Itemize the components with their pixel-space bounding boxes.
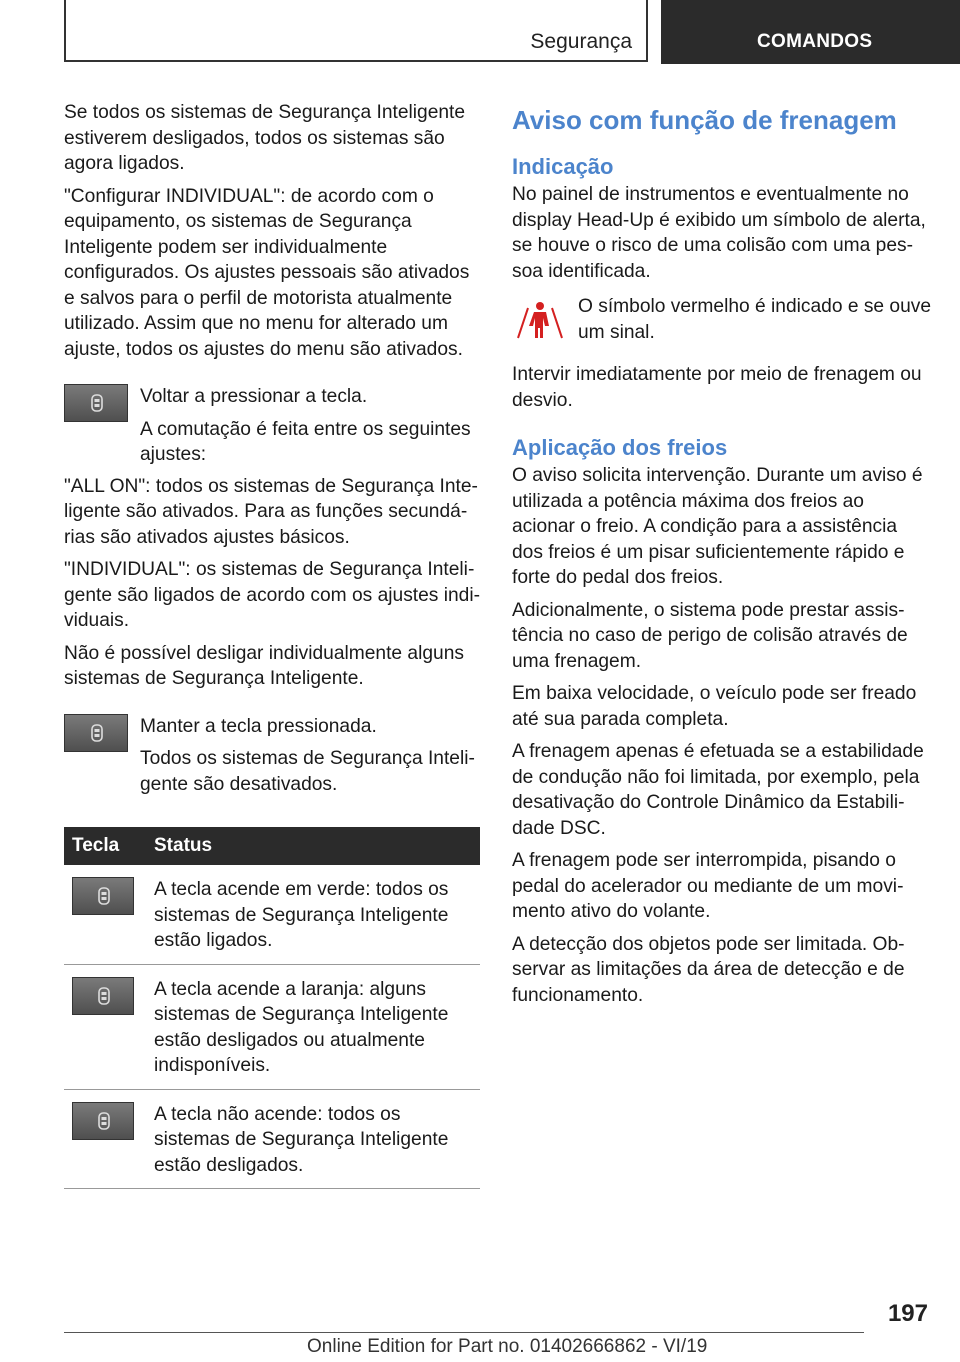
paragraph: A frenagem apenas é efetuada se a estabilidade de condução não foi limitada, por exemplo, pela desativação do Controle Dinâmico da Estabilidade DSC. xyxy=(512,741,924,839)
table-row xyxy=(64,964,480,1089)
safety-car-icon xyxy=(95,887,113,905)
safety-key-icon xyxy=(72,977,134,1015)
paragraph: No painel de instrumentos e eventualmente no display Head-Up é exibido um símbolo de alerta, se houve o risco de uma colisão com uma pessoa identificada. xyxy=(512,184,926,282)
safety-car-icon xyxy=(95,987,113,1005)
safety-key-icon xyxy=(72,877,134,915)
paragraph: "INDIVIDUAL": os sistemas de Segurança Inteligente são ligados de acordo com os ajustes individuais. xyxy=(64,559,480,631)
subsection-heading: Aplicação dos freios xyxy=(512,435,728,460)
safety-key-button xyxy=(64,384,128,422)
paragraph: "Configurar INDIVIDUAL": de acordo com o equipamento, os sistemas de Segurança Inteligente podem ser individualmente configurados. Os ajustes pessoais são ativados e salvos para o perfil de motorista atualmente utilizado. Assim que no menu for alterado um ajuste, todos os ajustes do menu são ativados. xyxy=(64,185,470,360)
paragraph: Adicionalmente, o sistema pode prestar assistência no caso de perigo de colisão através de uma frenagem. xyxy=(512,599,908,672)
header-chapter-box xyxy=(661,0,960,64)
header-section-box xyxy=(64,0,648,62)
table-cell-status: A tecla acende a laranja: alguns sistemas de Segurança Inteligente estão desligados ou atualmente indisponíveis. xyxy=(146,964,480,1089)
table-row xyxy=(64,865,480,964)
safety-car-icon xyxy=(95,1112,113,1130)
table-cell-status: A tecla não acende: todos os sistemas de Segurança Inteligente estão desligados. xyxy=(146,1089,480,1189)
right-column xyxy=(512,102,932,1008)
safety-key-icon xyxy=(72,1102,134,1140)
table-cell-status: A tecla acende em verde: todos os sistemas de Segurança Inteligente estão ligados. xyxy=(146,865,480,964)
paragraph: Não é possível desligar individualmente alguns sistemas de Segurança Inteligente. xyxy=(64,642,464,689)
instruction-text: Manter a tecla pressionada. xyxy=(140,715,377,737)
pedestrian-warning-icon xyxy=(512,294,568,344)
footer-divider xyxy=(64,1332,864,1333)
safety-car-icon xyxy=(88,724,106,742)
warning-symbol-row xyxy=(512,294,932,354)
button-instruction xyxy=(64,714,480,798)
warning-text: O símbolo vermelho é indicado e se ouve um sinal. xyxy=(578,296,932,343)
paragraph: Em baixa velocidade, o veículo pode ser freado até sua parada completa. xyxy=(512,683,917,730)
section-title: Segurança xyxy=(530,30,632,53)
paragraph: Se todos os sistemas de Segurança Inteligente estiverem desligados, todos os sistemas são agora ligados. xyxy=(64,102,466,174)
paragraph: "ALL ON": todos os sistemas de Segurança Inteligente são ativados. Para as funções secundárias são ativados ajustes básicos. xyxy=(64,475,478,548)
section-heading: Aviso com função de frenagem xyxy=(512,105,897,135)
paragraph: A frenagem pode ser interrompida, pisando o pedal do acelerador ou mediante de um movimento ativo do volante. xyxy=(512,850,904,922)
chapter-title: COMANDOS xyxy=(757,31,873,52)
status-table xyxy=(64,827,480,1189)
subsection-heading: Indicação xyxy=(512,154,614,179)
paragraph: Intervir imediatamente por meio de frenagem ou desvio. xyxy=(512,364,922,411)
table-header-key: Tecla xyxy=(64,827,146,865)
instruction-text: Voltar a pressionar a tecla. xyxy=(140,386,368,407)
table-row xyxy=(64,1089,480,1189)
paragraph: O aviso solicita intervenção. Durante um aviso é utilizada a potência máxima dos freios ao acionar o freio. A condição para a assistência dos freios é um pisar suficientemente rápido e forte do pedal dos freios. xyxy=(512,465,923,588)
paragraph: A detecção dos objetos pode ser limitada. Observar as limitações da área de detecção e de funcionamento. xyxy=(512,933,905,1006)
page-number: 197 xyxy=(887,1300,928,1327)
left-column xyxy=(64,100,480,1189)
table-header-status: Status xyxy=(146,827,480,865)
safety-car-icon xyxy=(88,394,106,412)
button-instruction xyxy=(64,384,480,468)
instruction-text: Todos os sistemas de Segurança Inteligente são desativados. xyxy=(140,748,475,795)
edition-text: Online Edition for Part no. 01402666862 - VI/19 xyxy=(307,1336,708,1357)
safety-key-button xyxy=(64,714,128,752)
instruction-text: A comutação é feita entre os seguintes ajustes: xyxy=(140,418,471,465)
